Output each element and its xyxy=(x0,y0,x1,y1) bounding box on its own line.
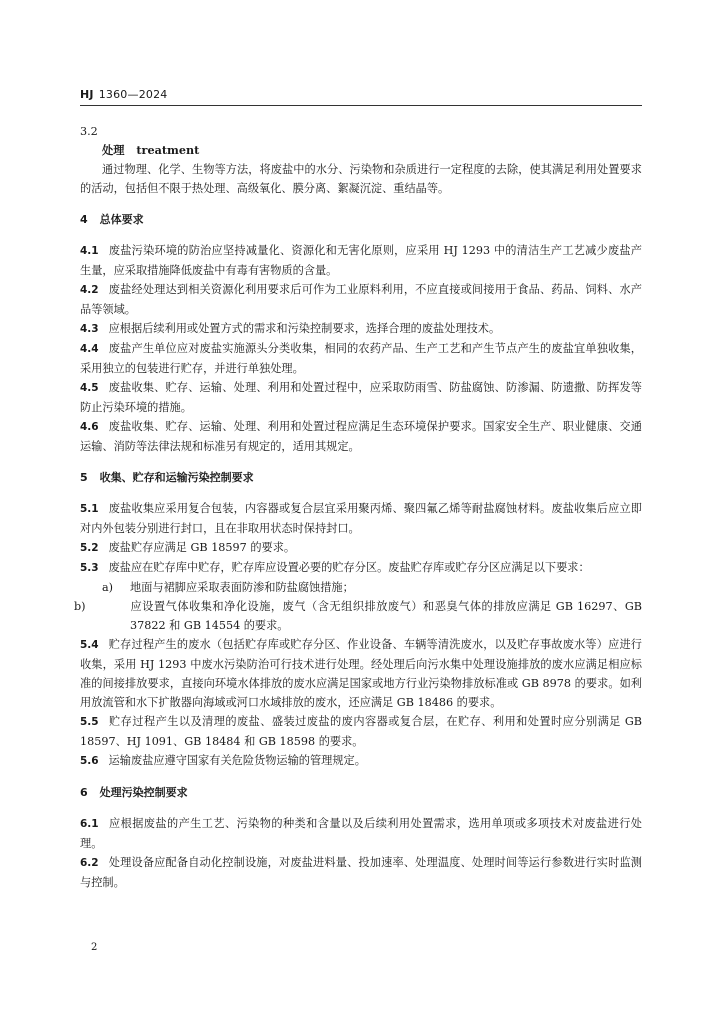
clause-text: 废盐贮存应满足 GB 18597 的要求。 xyxy=(108,541,296,554)
clause-text: 运输废盐应遵守国家有关危险货物运输的管理规定。 xyxy=(108,754,366,767)
header-rule xyxy=(80,105,642,106)
section-title: 总体要求 xyxy=(99,213,144,226)
clause-text: 废盐收集、贮存、运输、处理、利用和处置过程应满足生态环境保护要求。国家安全生产、职业健康、交通运输、消防等法律法规和标准另有规定的，适用其规定。 xyxy=(80,420,642,453)
document-body xyxy=(74,122,642,892)
clause-text: 废盐污染环境的防治应坚持减量化、资源化和无害化原则，应采用 HJ 1293 中的清洁生产工艺减少废盐产生量，应采取措施降低废盐中有毒有害物质的含量。 xyxy=(80,244,642,277)
clause-number: 4.4 xyxy=(80,343,99,355)
list-text: 地面与裙脚应采取表面防渗和防盐腐蚀措施； xyxy=(130,581,354,594)
section-5-heading xyxy=(80,468,642,487)
clause-number: 4.1 xyxy=(80,245,99,257)
clause-text: 应根据废盐的产生工艺、污染物的种类和含量以及后续利用处置需求，选用单项或多项技术对废盐进行处理。 xyxy=(80,817,642,850)
list-label: b) xyxy=(74,600,86,613)
section-number: 5 xyxy=(80,471,88,484)
clause-6-1 xyxy=(80,814,642,853)
clause-4-4 xyxy=(80,339,642,378)
page-number: 2 xyxy=(91,942,98,953)
clause-number: 4.3 xyxy=(80,323,99,335)
term-en: treatment xyxy=(136,143,200,157)
clause-4-1 xyxy=(80,241,642,280)
clause-text: 废盐收集应采用复合包装，内容器或复合层宜采用聚丙烯、聚四氟乙烯等耐盐腐蚀材料。废盐收集后应立即对内外包装分别进行封口，且在非取用状态时保持封口。 xyxy=(80,502,642,535)
clause-number: 4.5 xyxy=(80,382,99,394)
clause-text: 废盐应在贮存库中贮存，贮存库应设置必要的贮存分区。废盐贮存库或贮存分区应满足以下要求： xyxy=(108,561,590,574)
term-definition: 通过物理、化学、生物等方法，将废盐中的水分、污染物和杂质进行一定程度的去除，使其满足利用处置要求的活动，包括但不限于热处理、高级氧化、膜分离、絮凝沉淀、重结晶等。 xyxy=(80,163,642,195)
clause-number: 5.4 xyxy=(80,639,99,651)
clause-number: 4.2 xyxy=(80,284,99,296)
clause-4-5 xyxy=(80,378,642,417)
list-item-b xyxy=(74,597,642,635)
clause-number: 5.3 xyxy=(80,562,99,574)
section-title: 处理污染控制要求 xyxy=(99,786,188,799)
clause-text: 贮存过程产生以及清理的废盐、盛装过废盐的废内容器或复合层，在贮存、利用和处置时应分别满足 GB 18597、HJ 1091、GB 18484 和 GB 18598 的要求。 xyxy=(80,715,642,748)
clause-number: 5.5 xyxy=(80,716,99,728)
section-6-heading xyxy=(80,783,642,802)
clause-5-1 xyxy=(80,499,642,538)
section-title: 收集、贮存和运输污染控制要求 xyxy=(99,471,254,484)
clause-4-2 xyxy=(80,280,642,319)
clause-5-2 xyxy=(80,538,642,558)
term-title xyxy=(80,141,642,160)
clause-4-6 xyxy=(80,417,642,456)
clause-6-2 xyxy=(80,853,642,892)
clause-number: 6.1 xyxy=(80,818,99,830)
clause-text: 处理设备应配备自动化控制设施，对废盐进料量、投加速率、处理温度、处理时间等运行参数进行实时监测与控制。 xyxy=(80,856,642,889)
term-zh: 处理 xyxy=(102,143,125,157)
section-number: 4 xyxy=(80,213,88,226)
clause-5-6 xyxy=(80,751,642,771)
clause-4-3 xyxy=(80,319,642,339)
clause-text: 废盐产生单位应对废盐实施源头分类收集，相同的农药产品、生产工艺和产生节点产生的废盐宜单独收集，采用独立的包装进行贮存，并进行单独处理。 xyxy=(80,342,642,375)
clause-text: 贮存过程产生的废水（包括贮存库或贮存分区、作业设备、车辆等清洗废水，以及贮存事故废水等）应进行收集，采用 HJ 1293 中废水污染防治可行技术进行处理。经处理后向污水集中处理设施排放的废水应满足相应标准的间接排放要求，直接向环境水体排放的废水应满足国家或地方行业污染物排放标准或 GB 8978 的要求。如利用放流管和水下扩散器向海域或河口水域排放的废水，还应满足 GB 18486 的要求。 xyxy=(80,638,642,709)
clause-text: 废盐经处理达到相关资源化利用要求后可作为工业原料利用，不应直接或间接用于食品、药品、饲料、水产品等领域。 xyxy=(80,283,642,316)
section-number: 6 xyxy=(80,786,88,799)
list-text: 应设置气体收集和净化设施，废气（含无组织排放废气）和恶臭气体的排放应满足 GB 16297、GB 37822 和 GB 14554 的要求。 xyxy=(130,600,642,632)
section-4-heading xyxy=(80,210,642,229)
list-label: a) xyxy=(102,581,114,594)
term-number: 3.2 xyxy=(80,125,98,138)
page-header xyxy=(80,88,168,101)
clause-number: 5.1 xyxy=(80,503,99,515)
standard-code: HJ xyxy=(80,88,94,101)
clause-number: 6.2 xyxy=(80,857,99,869)
list-item-a xyxy=(80,578,642,597)
clause-5-5 xyxy=(80,712,642,751)
clause-number: 5.2 xyxy=(80,542,99,554)
clause-text: 应根据后续利用或处置方式的需求和污染控制要求，选择合理的废盐处理技术。 xyxy=(108,322,501,335)
standard-number: 1360—2024 xyxy=(98,88,168,101)
clause-number: 4.6 xyxy=(80,421,99,433)
clause-number: 5.6 xyxy=(80,755,99,767)
clause-text: 废盐收集、贮存、运输、处理、利用和处置过程中，应采取防雨雪、防盐腐蚀、防渗漏、防遗撒、防挥发等防止污染环境的措施。 xyxy=(80,381,642,414)
clause-5-4 xyxy=(80,635,642,712)
clause-5-3 xyxy=(80,558,642,578)
